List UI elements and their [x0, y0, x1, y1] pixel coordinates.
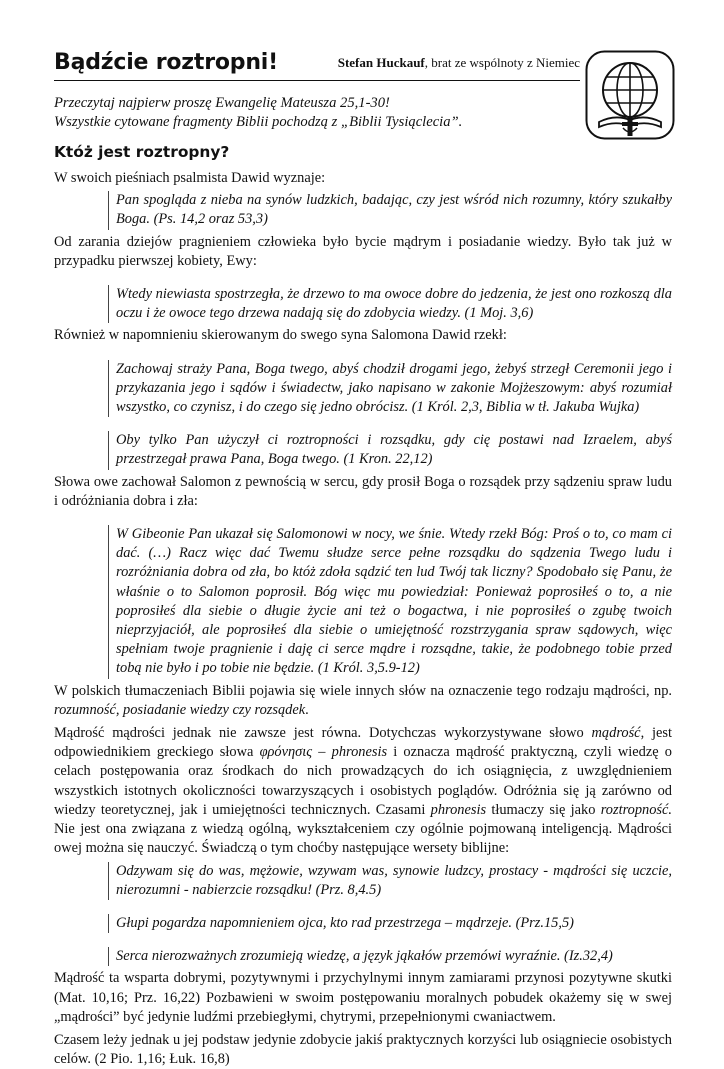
article-body: [54, 169, 672, 1069]
bible-quote: Zachowaj straży Pana, Boga twego, abyś chodził drogami jego, żebyś strzegł Ceremonii jego i przykazania jego i sądów i świadectw, jako napisano w zakonie Mojżeszowym: abyś rozumiał wszystko, co czynisz, i do czego się jedno obrócisz. (1 Król. 2,3, Biblia w tł. Jakuba Wujka): [108, 360, 672, 418]
bible-quote: Oby tylko Pan użyczył ci roztropności i rozsądku, gdy cię postawi nad Izraelem, abyś przestrzegał prawa Pana, Boga twego. (1 Kron. 22,12): [108, 431, 672, 469]
intro-line-1: Przeczytaj najpierw proszę Ewangelię Mateusza 25,1-30!: [54, 95, 390, 111]
author-line: [338, 55, 580, 71]
text-run: Mądrość mądrości jednak nie zawsze jest równa. Dotychczas wykorzystywane słowo: [54, 725, 592, 742]
text-run: , jest odpowiednikiem greckiego słowa: [54, 725, 672, 761]
paragraph: Mądrość ta wsparta dobrymi, pozytywnymi i przychylnymi innym zamiarami przynosi pozytywne skutki (Mat. 10,16; Prz. 16,22) Pozbawieni w swoim postępowaniu moralnych pobudek okażemy się w swej „mądrości” być jedynie ludźmi przebiegłymi, chytrymi, przepełnionymi cwaniactwem.: [54, 970, 672, 1025]
paragraph: W swoich pieśniach psalmista Dawid wyznaje:: [54, 170, 326, 186]
globe-bible-cross-icon: [585, 50, 675, 140]
paragraph: Również w napomnieniu skierowanym do swego syna Salomona Dawid rzekł:: [54, 327, 507, 344]
text-run: i oznacza mądrość praktyczną, czyli wiedzę o celach postępowania oraz środkach do nich prowadzących do ich osiągnięcia, z uwzględnieniem wszystkich istotnych okoliczności towarzyszących i osobistych poglądów. Odróżnia się ją zarówno od wiedzy teoretycznej, jak i umiejętności technicznych. Czasami: [54, 744, 673, 818]
bible-quote: Odzywam się do was, mężowie, wzywam was, synowie ludzcy, prostacy - mądrości się uczcie, nierozumni - nabierzcie rozsądku! (Prz. 8,4.5): [108, 862, 672, 900]
paragraph: Słowa owe zachował Salomon z pewnością w sercu, gdy prosił Boga o rozsądek przy sądzeniu spraw ludu i odróżniania dobra i zła:: [54, 473, 672, 509]
text-run: W polskich tłumaczeniach Biblii pojawia się wiele innych słów na oznaczenie tego rodzaju mądrości, np.: [54, 682, 672, 699]
bible-quote: Głupi pogardza napomnieniem ojca, kto rad przestrzega – mądrzeje. (Prz.15,5): [108, 914, 672, 933]
emphasis: phronesis: [430, 801, 487, 818]
text-run: Nie jest ona związana z wiedzą ogólną, wykształceniem czy ogólnie pojmowaną inteligencją. Mądrości owej można się nauczyć. Świadczą o tym choćby następujące wersety biblijne:: [54, 821, 672, 857]
section-heading: Któż jest roztropny?: [54, 143, 230, 161]
author-name: Stefan Huckauf: [337, 55, 425, 70]
bible-quote: Wtedy niewiasta spostrzegła, że drzewo to ma owoce dobre do jedzenia, że jest ono rozkoszą dla oczu i że owoce tego drzewa nadają się do zdobycia wiedzy. (1 Moj. 3,6): [108, 285, 672, 323]
bible-quote: W Gibeonie Pan ukazał się Salomonowi w nocy, we śnie. Wtedy rzekł Bóg: Proś o to, co mam ci dać. (…) Racz więc dać Twemu słudze serce pełne rozsądku do sądzenia Twego ludu i rozróżniania dobra od zła, bo któż zdoła sądzić ten lud Twój tak liczny? Spodobało się Panu, że właśnie o to Salomon poprosił. Bóg więc mu powiedział: Ponieważ poprosiłeś o to, a nie poprosiłeś dla siebie o długie życie ani też o bogactwa, i nie poprosiłeś o zgubę twoich nieprzyjaciół, ale poprosiłeś dla siebie o umiejętność rozstrzygania spraw sądowych, więc spełniam twoje pragnienie i daję ci serce mądre i rozsądne, takie, że podobnego tobie przed tobą nie było i po tobie nie będzie. (1 Król. 3,5.9-12): [108, 525, 672, 679]
intro-line-2: Wszystkie cytowane fragmenty Biblii pochodzą z „Biblii Tysiąclecia”.: [54, 114, 463, 130]
author-role: , brat ze wspólnoty z Niemiec: [424, 55, 580, 70]
text-run: tłumaczy się jako: [486, 801, 601, 818]
document-title: Bądźcie roztropni!: [54, 50, 278, 75]
text-run: .: [305, 701, 309, 718]
bible-quote: Serca nierozważnych zrozumieją wiedzę, a język jąkałów przemówi wyraźnie. (Iz.32,4): [108, 947, 672, 966]
intro-block: [54, 94, 574, 132]
emphasis: mądrość: [591, 725, 641, 742]
paragraph: [54, 682, 672, 720]
emphasis: φρόνησις – phronesis: [259, 744, 388, 761]
paragraph: [54, 724, 672, 858]
bible-quote: Pan spogląda z nieba na synów ludzkich, badając, czy jest wśród nich rozumny, który szukałby Boga. (Ps. 14,2 oraz 53,3): [108, 191, 672, 229]
paragraph: Od zarania dziejów pragnieniem człowieka było bycie mądrym i posiadanie wiedzy. Było tak już w przypadku pierwszej kobiety, Ewy:: [54, 233, 672, 269]
header-divider: [54, 80, 580, 81]
paragraph: Czasem leży jednak u jej podstaw jedynie zdobycie jakiś praktycznych korzyści lub osiągniecie osobistych celów. (2 Pio. 1,16; Łuk. 16,8): [54, 1031, 672, 1068]
document-header: [54, 50, 580, 82]
emphasis: roztropność.: [600, 801, 672, 818]
emphasis: rozumność, posiadanie wiedzy czy rozsądek: [54, 701, 306, 718]
